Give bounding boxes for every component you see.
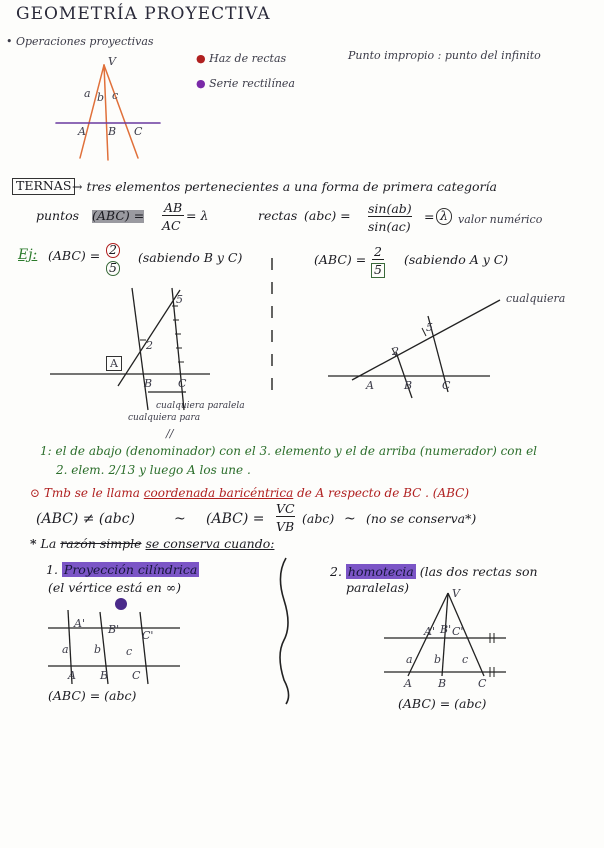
ej-left-lhs: (ABC) = — [48, 248, 101, 263]
legend-haz-label: Haz de rectas — [209, 52, 287, 65]
legend-serie-label: Serie rectilínea — [209, 77, 295, 90]
item2-title: homotecia — [347, 564, 414, 579]
item1-pt-c1: C' — [142, 629, 154, 642]
fig1-line-c: c — [112, 89, 119, 102]
tmb-line — [30, 487, 469, 499]
puntos-num: AB — [164, 200, 183, 215]
item2-pt-c: c — [462, 653, 469, 666]
rectas-eq: = — [424, 209, 435, 224]
punto-impropio: Punto impropio : punto del infinito — [348, 49, 541, 62]
fig2-dashes — [140, 306, 184, 362]
purple-mark-icon — [115, 598, 127, 610]
formula-note: (no se conserva*) — [366, 511, 477, 526]
puntos-lhs: (ABC) = — [92, 208, 145, 223]
fig3-note: cualquiera — [506, 292, 566, 305]
fig3-num5: 5 — [426, 321, 433, 334]
fig1-point-c: C — [134, 125, 143, 138]
ej-right-den: 5 — [371, 263, 385, 278]
item1-pt-B: B — [100, 669, 109, 682]
tmb-prefix: ⊙ Tmb se le llama — [30, 486, 140, 500]
fig2-num2: 2 — [146, 339, 153, 352]
ternas-label: TERNAS — [12, 178, 75, 195]
item2-note: (las dos rectas son — [419, 564, 538, 579]
item2-pt-A: A — [404, 677, 412, 690]
fig3-label-b: B — [404, 379, 413, 392]
rectas-note: valor numérico — [458, 213, 543, 226]
item1-pt-a: a — [62, 643, 69, 656]
fig1-point-b: B — [108, 125, 117, 138]
conserva-struck: razón simple — [60, 536, 142, 551]
puntos-label: puntos — [36, 208, 80, 223]
tmb-term: coordenada baricéntrica — [143, 486, 294, 500]
rectas-num: sin(ab) — [368, 201, 412, 216]
formula-num: VC — [276, 501, 295, 516]
fig3-label-c: C — [442, 379, 451, 392]
formula-lhs: (ABC) = — [206, 511, 265, 527]
item1-pt-A: A — [68, 669, 76, 682]
item1-pt-C: C — [132, 669, 141, 682]
item2-pt-v: V — [452, 587, 460, 600]
puntos-den: AC — [162, 218, 181, 233]
item2-pt-a: a — [406, 653, 413, 666]
fig1-line-b: b — [97, 91, 105, 104]
ej-left-num: 2 — [106, 243, 120, 258]
fig2-num5: 5 — [176, 293, 183, 306]
formula-neq: (ABC) ≠ (abc) — [36, 511, 135, 527]
item1-note: (el vértice está en ∞) — [48, 580, 182, 595]
item2-number: 2. — [330, 564, 342, 579]
section-operaciones: • Operaciones proyectivas — [6, 35, 154, 48]
fig2-label-b: B — [144, 377, 153, 390]
rectas-lhs: (abc) = — [304, 208, 351, 223]
fig3-num2: 2 — [392, 345, 399, 358]
item1-pt-b: b — [94, 643, 102, 656]
rectas-lambda: λ — [436, 208, 452, 225]
formula-arrow2: ~ — [344, 511, 356, 527]
fig1-point-a: A — [78, 125, 86, 138]
para-line2: 2. elem. 2/13 y luego A los une . — [56, 463, 251, 477]
ej-right-lhs: (ABC) = — [314, 252, 367, 267]
item2-title-line — [330, 566, 538, 579]
item2-pt-B: B — [438, 677, 447, 690]
item2-parallel-marks — [490, 633, 494, 677]
fig1-line-a: a — [84, 87, 91, 100]
fig1-pencil — [56, 65, 160, 160]
ej-left-den: 5 — [106, 261, 120, 276]
formula-den: VB — [276, 519, 295, 534]
brace-divider — [280, 558, 289, 704]
item1-eq: (ABC) = (abc) — [48, 688, 137, 703]
conserva-line — [30, 538, 274, 551]
fig2-note2: cualquiera para — [128, 413, 201, 423]
formula-arrow1: ~ — [174, 511, 186, 527]
ej-left-note: (sabiendo B y C) — [138, 250, 243, 265]
item1-pt-c: c — [126, 645, 133, 658]
rectas-den: sin(ac) — [368, 219, 411, 234]
fig2-label-c: C — [178, 377, 187, 390]
conserva-rest: se conserva cuando: — [145, 536, 275, 551]
item2-pt-b1: B' — [440, 623, 452, 636]
item1-title-line — [46, 564, 199, 577]
item2-pt-C: C — [478, 677, 487, 690]
conserva-la: La — [40, 536, 57, 551]
orange-dot-icon: ● — [196, 52, 206, 65]
ej-label: Ej: — [18, 247, 38, 263]
item2-pt-c1: C' — [452, 625, 464, 638]
item1-number: 1. — [46, 562, 58, 577]
purple-dot-icon: ● — [196, 77, 206, 90]
page-title: GEOMETRÍA PROYECTIVA — [16, 4, 271, 24]
fig1-vertex: V — [108, 55, 116, 68]
ternas-def: → tres elementos pertenecientes a una forma de primera categoría — [72, 179, 497, 194]
fig2-note1: cualquiera paralela — [156, 401, 245, 411]
rectas-label: rectas — [258, 208, 298, 223]
ej-right-num: 2 — [374, 244, 382, 259]
item1-title: Proyección cilíndrica — [63, 562, 198, 577]
para-line1: 1: el de abajo (denominador) con el 3. elemento y el de arriba (numerador) con el — [40, 444, 538, 458]
fig3-lines — [328, 300, 500, 398]
puntos-rhs: = λ — [186, 208, 209, 223]
ej-right-note: (sabiendo A y C) — [404, 252, 509, 267]
item1-pt-b1: B' — [108, 623, 120, 636]
conserva-star: * — [30, 536, 37, 551]
item2-note2: paralelas) — [346, 580, 410, 595]
fig3-label-a: A — [366, 379, 374, 392]
tmb-suffix: de A respecto de BC . (ABC) — [297, 486, 470, 500]
item2-pt-b: b — [434, 653, 442, 666]
formula-tail: (abc) — [302, 511, 335, 526]
fig2-box-a: A — [106, 356, 122, 371]
fig2-marks: // — [166, 427, 174, 440]
item2-pt-a1: A' — [424, 625, 435, 638]
fig2-lines — [50, 288, 210, 410]
item1-pt-a1: A' — [74, 617, 85, 630]
item2-eq: (ABC) = (abc) — [398, 696, 487, 711]
